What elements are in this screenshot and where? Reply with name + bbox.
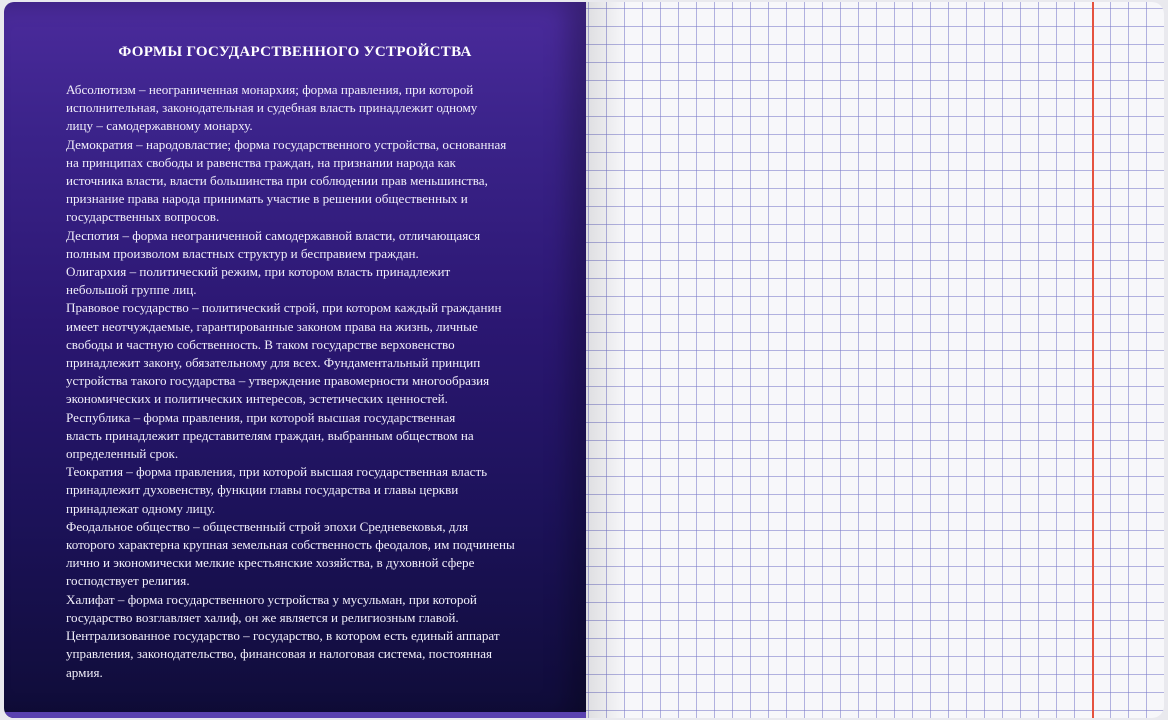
term-absolutism: Абсолютизм – неограниченная монархия; форма правления, при которой исполнительная, законодательная и судебная власть принадлежит одному лицу – самодержавному монарху.: [66, 82, 478, 134]
term-feudal-society: Феодальное общество – общественный строй эпохи Средневековья, для которого характерна крупная земельная собственность феодалов, им подчинены лично и экономически мелкие крестьянские хозяйства, в духовной сфере господствует религия.: [66, 518, 515, 589]
term-caliphate: Халифат – форма государственного устройства у мусульман, при которой государство возглавляет халиф, он же является и религиозным главой.: [66, 591, 477, 625]
term-oligarchy: Олигархия – политический режим, при котором власть принадлежит небольшой группе лиц.: [66, 264, 451, 298]
terms-list: [66, 81, 546, 682]
term-theocracy: Теократия – форма правления, при которой высшая государственная власть принадлежит духовенству, функции главы государства и главы церкви принадлежат одному лицу.: [66, 464, 488, 516]
margin-line: [1092, 2, 1094, 718]
page-title: ФОРМЫ ГОСУДАРСТВЕННОГО УСТРОЙСТВА: [118, 44, 472, 60]
term-rule-of-law-state: Правовое государство – политический строй, при котором каждый гражданин имеет неотчуждаемые, гарантированные законом права на жизнь, личные свободы и частную собственность. В таком государстве верховенство принадлежит закону, обязательному для всех. Фундаментальный принцип устройства такого государства – утверждение правомерности многообразия экономических и политических интересов, эстетических ценностей.: [66, 300, 502, 407]
term-centralized-state: Централизованное государство – государство, в котором есть единый аппарат управления, законодательство, финансовая и налоговая система, постоянная армия.: [66, 628, 500, 680]
reference-page: [4, 2, 586, 718]
term-republic: Республика – форма правления, при которой высшая государственная власть принадлежит представителям граждан, выбранным обществом на определенный срок.: [66, 409, 474, 462]
term-despotism: Деспотия – форма неограниченной самодержавной власти, отличающаяся полным произволом властных структур и бесправием граждан.: [66, 227, 481, 261]
grid-paper-page: [586, 2, 1164, 718]
term-democracy: Демократия – народовластие; форма государственного устройства, основанная на принципах свободы и равенства граждан, на признании народа как источника власти, власти большинства при соблюдении прав меньшинства, признание права народа принимать участие в решении общественных и государственных вопросов.: [66, 136, 507, 225]
